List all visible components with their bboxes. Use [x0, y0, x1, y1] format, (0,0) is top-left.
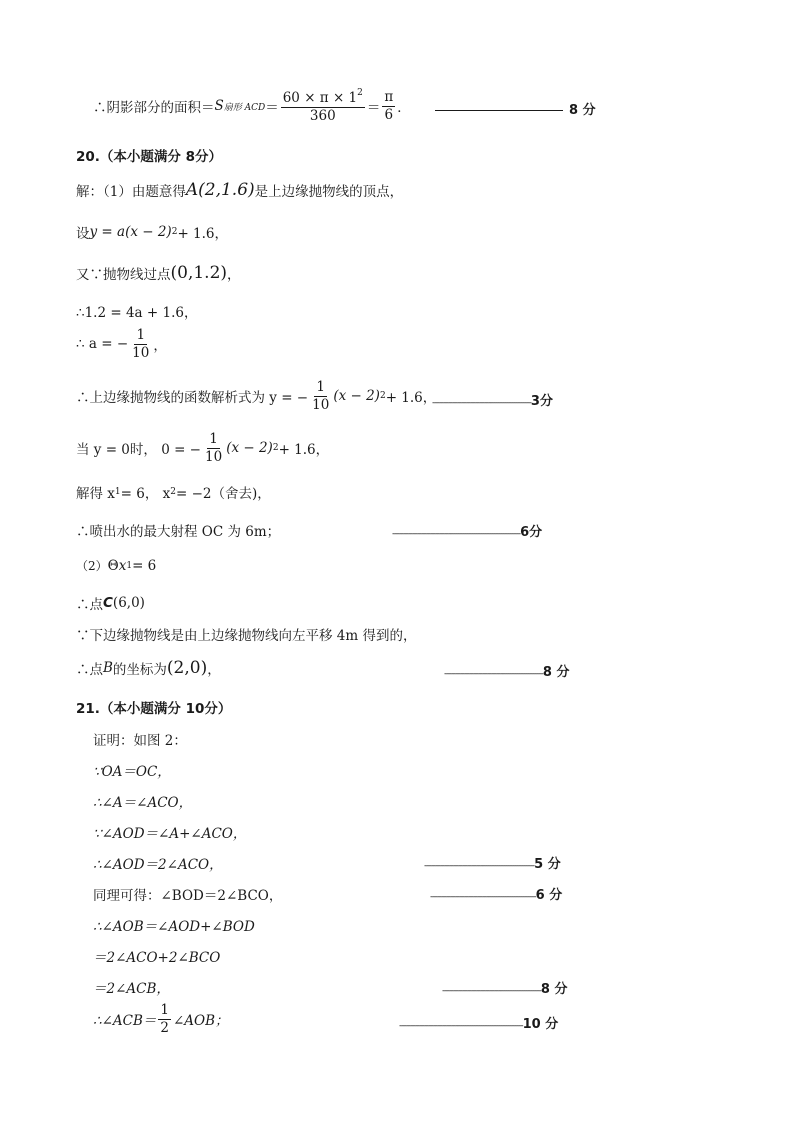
theta-symbol: Θ: [107, 557, 119, 574]
score-8: 8 分: [569, 103, 596, 118]
equals-sign: ＝: [265, 100, 279, 117]
fraction-numerator: 1: [316, 379, 326, 395]
proof-line-3: ∴∠A＝∠ACO，: [93, 795, 193, 811]
solution-line-5: [76, 327, 167, 362]
exponent: 2: [272, 443, 279, 454]
area-text: ∴阴影部分的面积＝: [93, 100, 215, 117]
q20-header: 20.（本小题满分 8分）: [76, 149, 223, 165]
point-c-coords: (6,0): [112, 595, 145, 611]
result-fraction: [382, 89, 395, 124]
point-text: ∴点: [76, 662, 103, 678]
solve-tail: = −2（舍去)，: [175, 486, 271, 502]
score-6b: 6 分: [535, 888, 563, 903]
point-b: B: [103, 660, 113, 676]
parabola-fraction: [310, 379, 331, 414]
when-factor: (x − 2): [226, 440, 273, 457]
conclusion-text: ∴∠ACB＝: [93, 1013, 157, 1030]
solution-line-13: [76, 658, 221, 678]
proof-line-8: ＝2∠ACO+2∠BCO: [93, 950, 221, 966]
fraction-denominator: 2: [160, 1019, 169, 1036]
a-fraction: [130, 327, 151, 362]
solution-line-1: [76, 180, 403, 200]
solution-line-12: ∵下边缘抛物线是由上边缘抛物线向左平移 4m 得到的，: [76, 628, 417, 644]
subscript-1: 1: [114, 487, 121, 497]
score-line-8c: --------------------------------------------8 分: [442, 982, 568, 997]
solution-line-6: [76, 379, 436, 414]
fraction-denominator: 360: [309, 107, 336, 124]
equals-sign-2: ＝: [366, 100, 381, 117]
assume-text: 设: [76, 226, 90, 242]
score-line-10: -------------------------------------------------------10 分: [399, 1017, 559, 1032]
proof-line-2: ∵OA＝OC，: [93, 764, 171, 780]
fraction-numerator: 60 × π × 1: [282, 90, 358, 106]
q21-header: 21.（本小题满分 10分）: [76, 701, 232, 717]
fraction-numerator: 1: [160, 1002, 169, 1018]
answer-underline: [435, 110, 563, 111]
vertex-point: A(2,1.6): [185, 180, 255, 200]
passes-text: 又∵抛物线过点: [76, 267, 171, 283]
exponent: 2: [379, 391, 386, 402]
parabola-factor: (x − 2): [333, 388, 380, 405]
solution-line-7: [76, 431, 329, 466]
parabola-text: ∴上边缘抛物线的函数解析式为 y = −: [76, 390, 309, 407]
part-2-label: （2）: [76, 559, 108, 573]
result-denominator: 6: [384, 106, 394, 123]
solution-line-2: [76, 222, 228, 242]
fraction-denominator: 10: [132, 344, 150, 361]
assume-equation: y = a(x − 2): [89, 224, 172, 240]
when-text: 当 y = 0时， 0 = −: [76, 442, 201, 459]
score-10: 10 分: [522, 1017, 559, 1032]
fraction-denominator: 10: [205, 448, 223, 465]
area-subscript: 扇形 ACD: [223, 102, 266, 113]
proof-line-7: ∴∠AOB＝∠AOD+∠BOD: [93, 919, 255, 935]
x-value: = 6: [132, 557, 157, 574]
proof-line-9: ＝2∠ACB，: [93, 981, 170, 997]
solve-text: 解得 x: [76, 486, 115, 502]
coords-text: 的坐标为: [112, 662, 167, 678]
score-line-5: -------------------------------------------------5 分: [424, 857, 561, 872]
comma: ，: [153, 338, 167, 355]
score-line-6b: -----------------------------------------------6 分: [430, 888, 563, 903]
proof-line-6: 同理可得：∠BOD＝2∠BCO，: [93, 888, 283, 904]
a-equals: ∴ a = −: [76, 336, 129, 353]
comma: ，: [227, 267, 241, 283]
exponent: 2: [171, 227, 178, 237]
solution-line-9: ∴喷出水的最大射程 OC 为 6m；: [76, 524, 281, 540]
conclusion-tail: ∠AOB；: [173, 1013, 229, 1030]
assume-tail: + 1.6，: [177, 226, 229, 242]
solution-line-11: [76, 593, 145, 613]
comma: ，: [207, 662, 221, 678]
area-fraction: [281, 88, 365, 125]
point-c: C: [103, 595, 113, 611]
score-line-6: ---------------------------------------------------------6分: [392, 525, 543, 540]
subscript-1: 1: [126, 560, 133, 571]
score-line-1: [435, 99, 596, 118]
score-8b: 8 分: [542, 665, 570, 680]
subscript-2: 2: [170, 487, 176, 497]
score-3: 3分: [530, 394, 553, 409]
parabola-tail: + 1.6，: [385, 390, 437, 407]
half-fraction: [158, 1002, 171, 1037]
solution-line-10: [76, 557, 156, 574]
score-line-3: --------------------------------------------3分: [432, 394, 553, 409]
fraction-numerator: 1: [136, 327, 146, 343]
fraction-denominator: 10: [312, 396, 330, 413]
point-0-1.2: (0,1.2): [170, 263, 228, 283]
solution-line-8: [76, 482, 271, 502]
proof-line-1: 证明：如图 2：: [93, 733, 187, 749]
score-line-8: --------------------------------------------8 分: [444, 665, 570, 680]
area-formula-line: [93, 88, 411, 125]
area-symbol: S: [214, 98, 224, 115]
solution-text-2: 是上边缘抛物线的顶点，: [254, 184, 404, 200]
solve-mid: = 6， x: [120, 486, 171, 502]
score-5: 5 分: [534, 857, 561, 872]
solution-line-4: ∴1.2 = 4a + 1.6，: [76, 305, 198, 321]
numerator-exponent: 2: [357, 88, 363, 98]
proof-line-5: ∴∠AOD＝2∠ACO，: [93, 857, 223, 873]
result-numerator: π: [384, 89, 394, 105]
when-tail: + 1.6，: [278, 442, 330, 459]
solution-line-3: [76, 263, 241, 283]
fraction-numerator: 1: [209, 431, 218, 447]
proof-line-4: ∵∠AOD＝∠A+∠ACO，: [93, 826, 247, 842]
when-fraction: [203, 431, 224, 466]
point-text: ∴点: [76, 597, 103, 613]
solution-text: 解：（1）由题意得: [76, 184, 186, 200]
x-variable: x: [118, 557, 127, 574]
period: ．: [397, 100, 411, 117]
score-6: 6分: [520, 525, 543, 540]
proof-line-10: [93, 1002, 229, 1037]
point-b-coords: (2,0): [166, 658, 208, 678]
score-8c: 8 分: [540, 982, 568, 997]
